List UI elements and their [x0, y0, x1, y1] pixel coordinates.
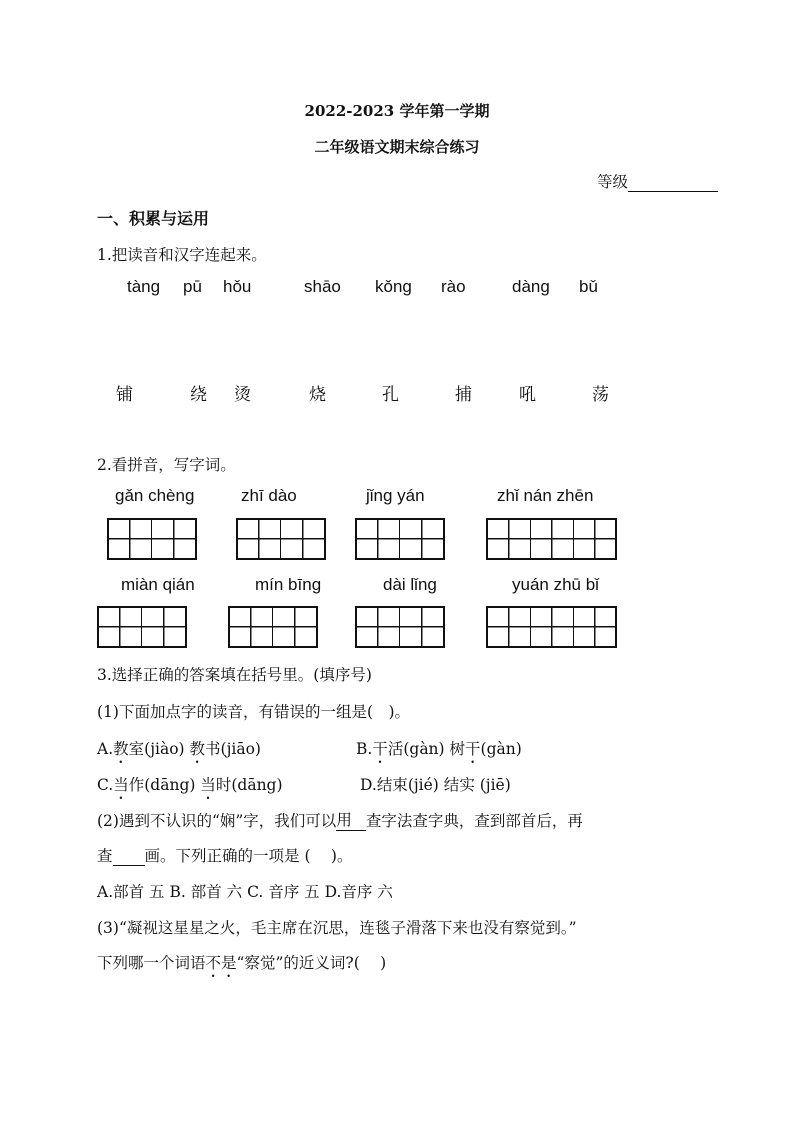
q1-pinyin-0: tàng [127, 277, 161, 296]
q1-char-6: 吼 [519, 385, 536, 405]
option-letter: C. [97, 776, 114, 794]
grid-cell[interactable] [152, 520, 195, 558]
q1-pinyin-3: shāo [304, 277, 341, 296]
grid-cell[interactable] [273, 608, 316, 646]
option-text: 活(gàn) 树 [387, 740, 466, 758]
question-text: “察觉”的近义词?( ) [236, 954, 387, 972]
q1-pinyin-1: pū [183, 277, 202, 296]
grid-cell[interactable] [531, 520, 574, 558]
q3-sub2-line2 [97, 844, 352, 866]
writing-grid[interactable] [236, 518, 326, 560]
writing-grid[interactable] [107, 518, 197, 560]
option-text: 室(jiào) [128, 740, 190, 758]
q2-pinyin-3: jǐng yán [366, 486, 425, 505]
grade-blank[interactable] [628, 173, 718, 192]
q1-prompt: 1.把读音和汉字连起来。 [97, 246, 267, 264]
dotted-word: 不是 [205, 954, 237, 972]
q1-char-4: 孔 [382, 385, 399, 405]
term-title: 2022-2023 学年第一学期 [304, 102, 490, 120]
writing-grid[interactable] [228, 606, 318, 648]
q2-prompt: 2.看拼音，写字词。 [97, 456, 236, 474]
q3-sub1-option-d[interactable] [360, 773, 511, 795]
dotted-char: 当 [200, 776, 216, 794]
writing-grid[interactable] [486, 606, 617, 648]
option-letter: D. [360, 776, 377, 794]
grid-cell[interactable] [109, 520, 152, 558]
grid-cell[interactable] [574, 608, 615, 646]
option-text: 作(dāng) [128, 776, 201, 794]
writing-grid[interactable] [355, 606, 445, 648]
q3-sub3-line2 [97, 951, 386, 981]
exam-title: 二年级语文期末综合练习 [314, 138, 480, 156]
question-text: 画。下列正确的一项是 ( )。 [144, 847, 353, 865]
option-text: 时(dāng) [215, 776, 283, 794]
section-title: 一、积累与运用 [97, 209, 210, 228]
option-text: 结 [376, 776, 393, 794]
grid-cell[interactable] [238, 520, 281, 558]
question-text: 查 [97, 847, 113, 865]
q2-pinyin-8: yuán zhū bǐ [512, 575, 599, 594]
writing-grid[interactable] [97, 606, 187, 648]
q1-char-1: 绕 [190, 385, 207, 405]
grid-cell[interactable] [400, 608, 443, 646]
answer-blank[interactable]: 用 [336, 808, 366, 831]
q1-pinyin-5: rào [441, 277, 466, 296]
grid-cell[interactable] [400, 520, 443, 558]
q3-sub2-line1 [97, 808, 583, 831]
q1-char-7: 荡 [592, 385, 609, 405]
option-text: (gàn) [480, 740, 522, 758]
q1-char-2: 烫 [234, 385, 251, 405]
q1-pinyin-4: kǒng [375, 277, 412, 296]
grid-cell[interactable] [281, 520, 324, 558]
grade-label: 等级 [597, 173, 629, 191]
option-letter: A. [97, 740, 114, 758]
q2-pinyin-2: zhī dào [241, 486, 297, 505]
grid-cell[interactable] [99, 608, 142, 646]
q3-sub1-option-c[interactable] [97, 773, 283, 803]
q2-pinyin-1: gǎn chèng [115, 486, 195, 505]
grid-cell[interactable] [230, 608, 273, 646]
q1-char-3: 烧 [309, 385, 326, 405]
option-text: 实 (jiē) [459, 776, 511, 794]
option-text: 束(jié) [392, 776, 444, 794]
q3-sub1-option-b[interactable] [356, 737, 522, 767]
dotted-char: 当 [113, 776, 129, 794]
q1-pinyin-7: bǔ [579, 277, 598, 296]
grid-cell[interactable] [574, 520, 615, 558]
grid-cell[interactable] [488, 608, 531, 646]
q3-sub1-stem: (1)下面加点字的读音，有错误的一组是( )。 [97, 703, 411, 721]
q1-char-5: 捕 [455, 385, 472, 405]
question-text: 查字法查字典，查到部首后，再 [365, 812, 583, 830]
grid-cell[interactable] [488, 520, 531, 558]
q2-pinyin-7: dài lǐng [383, 575, 437, 594]
option-text: 结 [443, 776, 460, 794]
grade-field [597, 170, 718, 192]
q3-sub3-line1: (3)“凝视这星星之火，毛主席在沉思，连毯子滑落下来也没有察觉到。” [97, 919, 577, 937]
dotted-char: 教 [113, 740, 129, 758]
question-text: 下列哪一个词语 [97, 954, 206, 972]
grid-cell[interactable] [357, 520, 400, 558]
grid-cell[interactable] [357, 608, 400, 646]
writing-grid[interactable] [486, 518, 617, 560]
writing-grid[interactable] [355, 518, 445, 560]
q3-sub1-option-a[interactable] [97, 737, 261, 767]
answer-blank[interactable] [113, 847, 145, 866]
dotted-char: 干 [372, 740, 388, 758]
q1-char-0: 铺 [116, 385, 133, 405]
option-text: 书(jiāo) [205, 740, 261, 758]
q2-pinyin-4: zhǐ nán zhēn [497, 486, 594, 505]
dotted-char: 教 [189, 740, 206, 758]
q2-pinyin-6: mín bīng [255, 575, 322, 594]
q2-pinyin-5: miàn qián [121, 575, 195, 594]
q1-pinyin-6: dàng [512, 277, 550, 296]
dotted-char: 干 [465, 740, 481, 758]
q3-prompt: 3.选择正确的答案填在括号里。(填序号) [97, 666, 372, 684]
grid-cell[interactable] [142, 608, 185, 646]
grid-cell[interactable] [531, 608, 574, 646]
q1-pinyin-2: hǒu [223, 277, 252, 296]
question-text: (2)遇到不认识的“娴”字，我们可以 [97, 812, 337, 830]
q3-sub2-options: A.部首 五 B. 部首 六 C. 音序 五 D.音序 六 [97, 883, 393, 901]
option-letter: B. [356, 740, 373, 758]
